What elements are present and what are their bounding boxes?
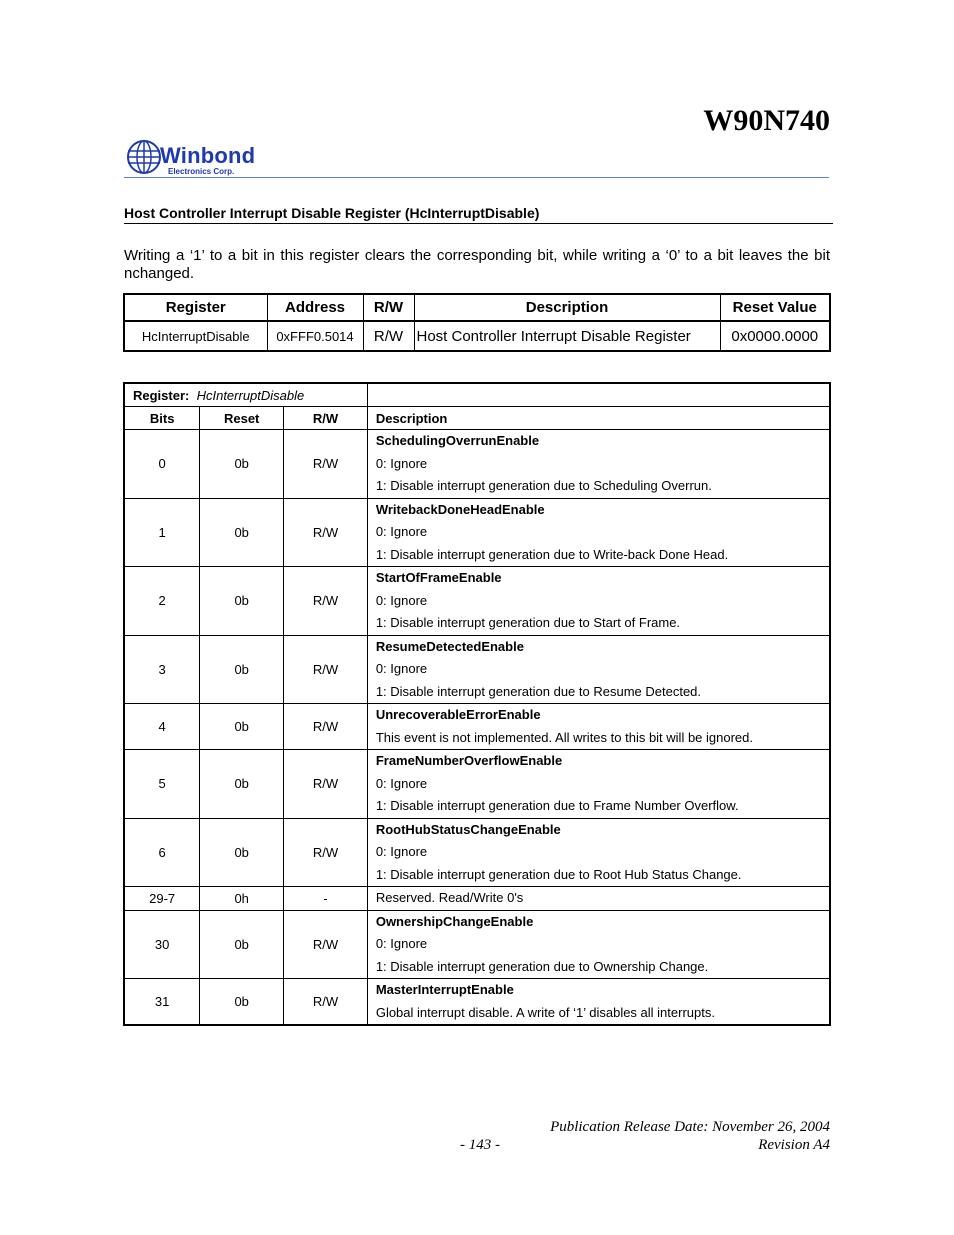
field-name: OwnershipChangeEnable bbox=[375, 913, 534, 929]
field-description-line: 1: Disable interrupt generation due to Frame Number Overflow. bbox=[375, 798, 739, 813]
revision: Revision A4 bbox=[758, 1137, 830, 1153]
winbond-logo bbox=[124, 137, 254, 179]
field-name: SchedulingOverrunEnable bbox=[375, 433, 540, 448]
description-cell bbox=[367, 750, 830, 819]
rw-cell: R/W bbox=[284, 750, 368, 819]
bits-cell: 29-7 bbox=[124, 887, 200, 911]
field-description-line: Global interrupt disable. A write of ‘1’ disables all interrupts. bbox=[375, 1004, 715, 1020]
field-name: WritebackDoneHeadEnable bbox=[375, 501, 545, 517]
summary-header-row bbox=[124, 294, 830, 321]
register-label-cell bbox=[124, 383, 367, 407]
description-cell bbox=[367, 979, 830, 1026]
register-name-cell: HcInterruptDisable bbox=[124, 321, 267, 351]
description-cell bbox=[367, 430, 830, 499]
bit-field-table bbox=[123, 382, 831, 1026]
rw-cell: R/W bbox=[284, 979, 368, 1026]
field-name: MasterInterruptEnable bbox=[375, 982, 514, 997]
bits-cell: 1 bbox=[124, 498, 200, 567]
bit-field-row bbox=[124, 498, 830, 567]
rw-cell: R/W bbox=[284, 635, 368, 704]
summary-header-cell: R/W bbox=[363, 294, 414, 321]
field-description-line: 0: Ignore bbox=[375, 455, 428, 471]
summary-header-cell: Description bbox=[414, 294, 720, 321]
rw-cell: R/W bbox=[363, 321, 414, 351]
rw-cell: - bbox=[284, 887, 368, 911]
bits-cell: 2 bbox=[124, 567, 200, 636]
bit-field-row bbox=[124, 979, 830, 1026]
rw-cell: R/W bbox=[284, 430, 368, 499]
bit-field-row bbox=[124, 430, 830, 499]
bit-field-row bbox=[124, 818, 830, 887]
register-row bbox=[124, 383, 830, 407]
rw-cell: R/W bbox=[284, 567, 368, 636]
bit-field-row bbox=[124, 635, 830, 704]
field-name: FrameNumberOverflowEnable bbox=[375, 753, 563, 768]
field-name: ResumeDetectedEnable bbox=[375, 638, 524, 654]
logo-wordmark: Winbond bbox=[160, 143, 256, 168]
description-cell: Host Controller Interrupt Disable Register bbox=[414, 321, 720, 351]
reset-cell: 0b bbox=[200, 567, 284, 636]
page-number: - 143 - bbox=[460, 1137, 500, 1153]
summary-header-cell: Address bbox=[267, 294, 363, 321]
register-empty-cell bbox=[367, 383, 830, 407]
field-description-line: 0: Ignore bbox=[375, 524, 428, 539]
rw-cell: R/W bbox=[284, 704, 368, 750]
bits-cell: 0 bbox=[124, 430, 200, 499]
field-description-line: 0: Ignore bbox=[375, 775, 428, 791]
reset-cell: 0b bbox=[200, 704, 284, 750]
reset-cell: 0b bbox=[200, 430, 284, 499]
field-description-line: 1: Disable interrupt generation due to Root Hub Status Change. bbox=[375, 866, 742, 882]
description-cell bbox=[367, 498, 830, 567]
field-description-line: 0: Ignore bbox=[375, 844, 428, 859]
reset-cell: 0b bbox=[200, 498, 284, 567]
rw-cell: R/W bbox=[284, 818, 368, 887]
field-description-line: 0: Ignore bbox=[375, 592, 428, 608]
bit-field-row bbox=[124, 910, 830, 979]
field-description-line: 1: Disable interrupt generation due to Resume Detected. bbox=[375, 683, 702, 699]
reset-cell: 0b bbox=[200, 750, 284, 819]
register-name: HcInterruptDisable bbox=[196, 387, 305, 403]
publication-date: Publication Release Date: November 26, 2004 bbox=[550, 1119, 830, 1135]
bit-header-cell: Reset bbox=[200, 407, 284, 430]
bits-cell: 30 bbox=[124, 910, 200, 979]
globe-logo-icon bbox=[126, 139, 162, 175]
rw-cell: R/W bbox=[284, 498, 368, 567]
reset-cell: 0b bbox=[200, 635, 284, 704]
summary-header-cell: Register bbox=[124, 294, 267, 321]
reset-cell: 0b bbox=[200, 818, 284, 887]
reset-cell: 0h bbox=[200, 887, 284, 911]
bit-field-row bbox=[124, 567, 830, 636]
field-description-line: 1: Disable interrupt generation due to Scheduling Overrun. bbox=[375, 478, 712, 493]
field-description-line: 1: Disable interrupt generation due to Start of Frame. bbox=[375, 615, 681, 630]
document-title: W90N740 bbox=[703, 104, 830, 137]
bit-field-row bbox=[124, 704, 830, 750]
description-cell bbox=[367, 635, 830, 704]
description-cell bbox=[367, 910, 830, 979]
bits-cell: 6 bbox=[124, 818, 200, 887]
bits-cell: 5 bbox=[124, 750, 200, 819]
description-cell bbox=[367, 887, 830, 911]
field-description-line: 1: Disable interrupt generation due to Write-back Done Head. bbox=[375, 546, 729, 562]
bits-cell: 4 bbox=[124, 704, 200, 750]
section-divider bbox=[124, 223, 833, 224]
field-description-line: 0: Ignore bbox=[375, 661, 428, 676]
field-name: UnrecoverableErrorEnable bbox=[375, 707, 541, 722]
reset-cell: 0b bbox=[200, 910, 284, 979]
rw-cell: R/W bbox=[284, 910, 368, 979]
bits-cell: 3 bbox=[124, 635, 200, 704]
bit-field-row bbox=[124, 750, 830, 819]
bit-field-row bbox=[124, 887, 830, 911]
field-description-line: 1: Disable interrupt generation due to Ownership Change. bbox=[375, 958, 709, 974]
bit-header-cell: Bits bbox=[124, 407, 200, 430]
field-description-line: Reserved. Read/Write 0's bbox=[375, 890, 524, 905]
summary-header-cell: Reset Value bbox=[720, 294, 830, 321]
description-cell bbox=[367, 567, 830, 636]
bit-header-cell: R/W bbox=[284, 407, 368, 430]
field-name: RootHubStatusChangeEnable bbox=[375, 821, 561, 837]
field-description-line: This event is not implemented. All writes to this bit will be ignored. bbox=[375, 729, 753, 745]
field-description-line: 0: Ignore bbox=[375, 936, 428, 951]
bit-header-row bbox=[124, 407, 830, 430]
field-name: StartOfFrameEnable bbox=[375, 570, 502, 585]
section-heading: Host Controller Interrupt Disable Register (HcInterruptDisable) bbox=[124, 205, 540, 221]
description-cell bbox=[367, 818, 830, 887]
register-summary-table bbox=[123, 293, 831, 352]
summary-row bbox=[124, 321, 830, 351]
register-label: Register: bbox=[133, 387, 190, 403]
bit-header-cell: Description bbox=[367, 407, 830, 430]
header-divider bbox=[124, 177, 829, 178]
reset-cell: 0b bbox=[200, 979, 284, 1026]
intro-paragraph: Writing a ‘1’ to a bit in this register clears the corresponding bit, while writing a ‘0’ to a bit leaves the bit nchanged. bbox=[124, 247, 830, 282]
description-cell bbox=[367, 704, 830, 750]
logo-subtitle: Electronics Corp. bbox=[168, 167, 235, 176]
address-cell: 0xFFF0.5014 bbox=[267, 321, 363, 351]
reset-value-cell: 0x0000.0000 bbox=[720, 321, 830, 351]
bits-cell: 31 bbox=[124, 979, 200, 1026]
